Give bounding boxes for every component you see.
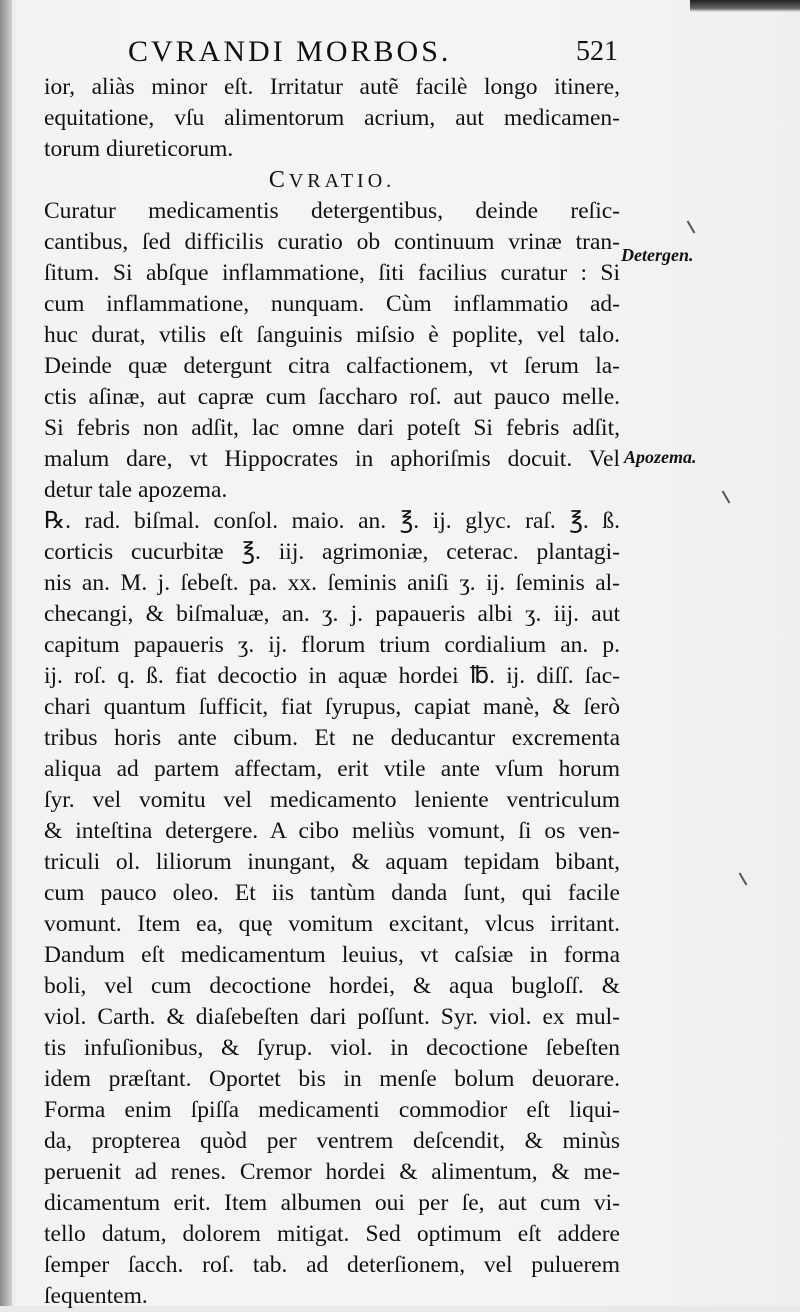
text-line: Curatur medicamentis detergentibus, deinde reſic-: [44, 198, 620, 224]
text-line: & inteſtina detergere. A cibo meliùs vomunt, ſi os ven-: [44, 818, 620, 844]
section-heading: CVRATIO.: [268, 167, 396, 193]
text-line: triculi ol. liliorum inungant, & aquam tepidam bibant,: [44, 849, 620, 875]
text-line: checangi, & biſmaluæ, an. ʒ. j. papaueris albi ʒ. iij. aut: [44, 601, 620, 627]
text-line: cum inflammatione, nunquam. Cùm inflammatio ad-: [44, 291, 620, 317]
text-line: idem præſtant. Oportet bis in menſe bolum deuorare.: [44, 1066, 620, 1092]
text-line: cum pauco oleo. Et iis tantùm danda ſunt, qui facile: [44, 880, 620, 906]
margin-note-apozema: Apozema.: [624, 447, 697, 467]
text-line: ſequentem.: [44, 1283, 148, 1309]
text-line: peruenit ad renes. Cremor hordei & alimentum, & me-: [44, 1159, 620, 1185]
text-line: torum diureticorum.: [44, 136, 234, 162]
text-line: detur tale apozema.: [44, 477, 228, 503]
text-line: vomunt. Item ea, quę vomitum excitant, vlcus irritant.: [44, 911, 620, 937]
text-line: huc durat, vtilis eſt ſanguinis miſsio è poplite, vel talo.: [44, 322, 620, 348]
text-line: Forma enim ſpiſſa medicamenti commodior eſt liqui-: [44, 1097, 620, 1123]
text-line: Dandum eſt medicamentum leuius, vt caſsiæ in forma: [44, 942, 620, 968]
text-line: Deinde quæ detergunt citra calfactionem, vt ſerum la-: [44, 353, 620, 379]
paper-speck: [722, 490, 731, 503]
paper-speck: [739, 872, 748, 885]
text-line: tis infuſionibus, & ſyrup. viol. in decoctione ſebeſten: [44, 1035, 620, 1061]
text-line: Si febris non adſit, lac omne dari poteſt Si febris adſit,: [44, 415, 620, 441]
text-line: nis an. M. j. ſebeſt. pa. xx. ſeminis aniſi ʒ. ij. ſeminis al-: [44, 570, 620, 596]
margin-note-detergen: Detergen.: [621, 245, 694, 265]
text-line: ij. roſ. q. ß. fiat decoctio in aquæ hordei ℔. ij. diſſ. ſac-: [44, 663, 620, 689]
text-line: equitatione, vſu alimentorum acrium, aut medicamen-: [44, 105, 620, 131]
running-head: CVRANDI MORBOS.: [128, 35, 452, 68]
page-header: [128, 32, 618, 72]
text-line: malum dare, vt Hippocrates in aphoriſmis docuit. Vel: [44, 446, 620, 472]
text-line: chari quantum ſufficit, fiat ſyrupus, capiat manè, & ſerò: [44, 694, 620, 720]
text-line: tribus horis ante cibum. Et ne deducantur excrementa: [44, 725, 620, 751]
text-line: cantibus, ſed difficilis curatio ob continuum vrinæ tran-: [44, 229, 620, 255]
text-line: ſyr. vel vomitu vel medicamento leniente ventriculum: [44, 787, 620, 813]
text-line: dicamentum erit. Item albumen oui per ſe, aut cum vi-: [44, 1190, 620, 1216]
page-gutter-shadow: [0, 0, 12, 1306]
paper-speck: [687, 220, 696, 233]
text-line: ior, aliàs minor eſt. Irritatur autẽ facilè longo itinere,: [44, 74, 620, 100]
text-line: corticis cucurbitæ ℥. iij. agrimoniæ, ceterac. plantagi-: [44, 539, 620, 565]
text-line: da, propterea quòd per ventrem deſcendit, & minùs: [44, 1128, 620, 1154]
text-line: capitum papaueris ʒ. ij. florum trium cordialium an. p.: [44, 632, 620, 658]
text-line: ℞. rad. biſmal. conſol. maio. an. ℥. ij. glyc. raſ. ℥. ß.: [44, 508, 620, 534]
text-line: ſitum. Si abſque inflammatione, ſiti facilius curatur : Si: [44, 260, 620, 286]
text-line: viol. Carth. & diaſebeſten dari poſſunt. Syr. viol. ex mul-: [44, 1004, 620, 1030]
text-line: tello datum, dolorem mitigat. Sed optimum eſt addere: [44, 1221, 620, 1247]
text-line: aliqua ad partem affectam, erit vtile ante vſum horum: [44, 756, 620, 782]
text-line: ſemper ſacch. roſ. tab. ad deterſionem, vel puluerem: [44, 1252, 620, 1278]
page-corner-shadow: [690, 0, 800, 12]
page-number: 521: [576, 36, 618, 67]
text-line: ctis aſinæ, aut capræ cum ſaccharo roſ. aut pauco melle.: [44, 384, 620, 410]
body-text: [44, 72, 620, 1312]
text-line: boli, vel cum decoctione hordei, & aqua bugloſſ. &: [44, 973, 620, 999]
